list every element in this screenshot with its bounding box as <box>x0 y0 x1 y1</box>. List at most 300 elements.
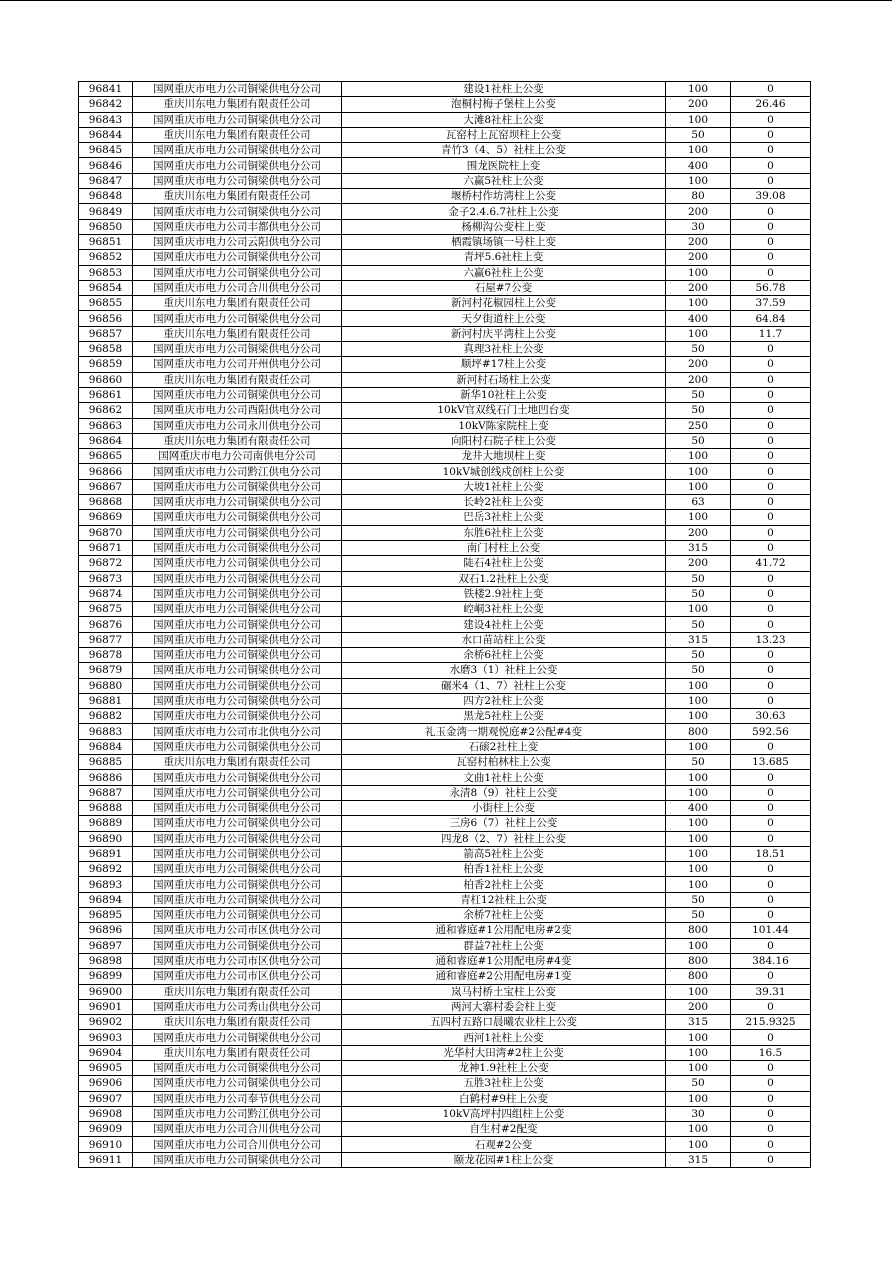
load-value-cell: 0 <box>731 265 811 280</box>
row-id-cell: 96902 <box>79 1015 133 1030</box>
load-value-cell: 0 <box>731 464 811 479</box>
transformer-name-cell: 余桥7社柱上公变 <box>342 908 666 923</box>
row-id-cell: 96875 <box>79 602 133 617</box>
table-row <box>79 387 811 402</box>
transformer-name-cell: 黑龙5社柱上公变 <box>342 709 666 724</box>
capacity-cell: 100 <box>666 846 731 861</box>
table-row <box>79 510 811 525</box>
company-name-cell: 国网重庆市电力公司铜梁供电分公司 <box>133 739 342 754</box>
capacity-cell: 100 <box>666 1091 731 1106</box>
company-name-cell: 重庆川东电力集团有限责任公司 <box>133 755 342 770</box>
table-row <box>79 816 811 831</box>
row-id-cell: 96852 <box>79 250 133 265</box>
table-row <box>79 82 811 97</box>
table-row <box>79 173 811 188</box>
load-value-cell: 64.84 <box>731 311 811 326</box>
company-name-cell: 国网重庆市电力公司铜梁供电分公司 <box>133 938 342 953</box>
row-id-cell: 96853 <box>79 265 133 280</box>
load-value-cell: 0 <box>731 449 811 464</box>
load-value-cell: 0 <box>731 571 811 586</box>
row-id-cell: 96842 <box>79 97 133 112</box>
load-value-cell: 0 <box>731 739 811 754</box>
company-name-cell: 国网重庆市电力公司铜梁供电分公司 <box>133 816 342 831</box>
transformer-name-cell: 水磨3（1）社柱上公变 <box>342 663 666 678</box>
company-name-cell: 国网重庆市电力公司奉节供电分公司 <box>133 1091 342 1106</box>
table-row <box>79 877 811 892</box>
company-name-cell: 国网重庆市电力公司铜梁供电分公司 <box>133 693 342 708</box>
table-row <box>79 265 811 280</box>
company-name-cell: 国网重庆市电力公司铜梁供电分公司 <box>133 632 342 647</box>
table-row <box>79 923 811 938</box>
transformer-name-cell: 礼玉金湾一期观悦庭#2公配#4变 <box>342 724 666 739</box>
table-row <box>79 143 811 158</box>
company-name-cell: 国网重庆市电力公司铜梁供电分公司 <box>133 1030 342 1045</box>
transformer-name-cell: 青坪5.6社柱上变 <box>342 250 666 265</box>
capacity-cell: 200 <box>666 204 731 219</box>
row-id-cell: 96889 <box>79 816 133 831</box>
company-name-cell: 国网重庆市电力公司酉阳供电分公司 <box>133 403 342 418</box>
row-id-cell: 96850 <box>79 219 133 234</box>
row-id-cell: 96868 <box>79 495 133 510</box>
company-name-cell: 国网重庆市电力公司铜梁供电分公司 <box>133 173 342 188</box>
company-name-cell: 国网重庆市电力公司铜梁供电分公司 <box>133 387 342 402</box>
transformer-name-cell: 岚马村桥土宝柱上公变 <box>342 984 666 999</box>
capacity-cell: 100 <box>666 1137 731 1152</box>
company-name-cell: 国网重庆市电力公司铜梁供电分公司 <box>133 586 342 601</box>
load-value-cell: 0 <box>731 479 811 494</box>
load-value-cell: 0 <box>731 969 811 984</box>
load-value-cell: 13.23 <box>731 632 811 647</box>
transformer-name-cell: 颐龙花园#1柱上公变 <box>342 1152 666 1167</box>
row-id-cell: 96911 <box>79 1152 133 1167</box>
company-name-cell: 国网重庆市电力公司铜梁供电分公司 <box>133 342 342 357</box>
table-row <box>79 632 811 647</box>
capacity-cell: 100 <box>666 449 731 464</box>
load-value-cell: 101.44 <box>731 923 811 938</box>
row-id-cell: 96898 <box>79 953 133 968</box>
transformer-name-cell: 双石1.2社柱上公变 <box>342 571 666 586</box>
load-value-cell: 0 <box>731 1152 811 1167</box>
transformer-name-cell: 10kV城创线戍创柱上公变 <box>342 464 666 479</box>
transformer-name-cell: 10kV官双线石门土地凹台变 <box>342 403 666 418</box>
company-name-cell: 重庆川东电力集团有限责任公司 <box>133 296 342 311</box>
table-row <box>79 112 811 127</box>
row-id-cell: 96860 <box>79 372 133 387</box>
transformer-name-cell: 自生村#2配变 <box>342 1122 666 1137</box>
row-id-cell: 96855 <box>79 296 133 311</box>
table-row <box>79 1122 811 1137</box>
load-value-cell: 0 <box>731 1091 811 1106</box>
load-value-cell: 0 <box>731 1137 811 1152</box>
company-name-cell: 国网重庆市电力公司合川供电分公司 <box>133 1137 342 1152</box>
transformer-name-cell: 南门村柱上公变 <box>342 540 666 555</box>
load-value-cell: 0 <box>731 1076 811 1091</box>
transformer-name-cell: 西河1社柱上公变 <box>342 1030 666 1045</box>
row-id-cell: 96893 <box>79 877 133 892</box>
capacity-cell: 50 <box>666 403 731 418</box>
company-name-cell: 国网重庆市电力公司南供电分公司 <box>133 449 342 464</box>
table-row <box>79 999 811 1014</box>
transformer-name-cell: 通和睿庭#2公用配电房#1变 <box>342 969 666 984</box>
capacity-cell: 100 <box>666 693 731 708</box>
row-id-cell: 96847 <box>79 173 133 188</box>
table-row <box>79 158 811 173</box>
company-name-cell: 国网重庆市电力公司秀山供电分公司 <box>133 999 342 1014</box>
load-value-cell: 26.46 <box>731 97 811 112</box>
capacity-cell: 100 <box>666 709 731 724</box>
capacity-cell: 80 <box>666 189 731 204</box>
capacity-cell: 50 <box>666 387 731 402</box>
company-name-cell: 国网重庆市电力公司铜梁供电分公司 <box>133 311 342 326</box>
table-row <box>79 800 811 815</box>
company-name-cell: 国网重庆市电力公司铜梁供电分公司 <box>133 143 342 158</box>
row-id-cell: 96871 <box>79 540 133 555</box>
load-value-cell: 0 <box>731 678 811 693</box>
table-row <box>79 663 811 678</box>
load-value-cell: 39.08 <box>731 189 811 204</box>
transformer-name-cell: 青竹3（4、5）社柱上公变 <box>342 143 666 158</box>
transformer-name-cell: 巴岳3社柱上公变 <box>342 510 666 525</box>
row-id-cell: 96849 <box>79 204 133 219</box>
company-name-cell: 国网重庆市电力公司市北供电分公司 <box>133 724 342 739</box>
row-id-cell: 96897 <box>79 938 133 953</box>
load-value-cell: 384.16 <box>731 953 811 968</box>
row-id-cell: 96843 <box>79 112 133 127</box>
row-id-cell: 96858 <box>79 342 133 357</box>
row-id-cell: 96881 <box>79 693 133 708</box>
table-row <box>79 617 811 632</box>
table-row <box>79 127 811 142</box>
load-value-cell: 13.685 <box>731 755 811 770</box>
capacity-cell: 200 <box>666 250 731 265</box>
company-name-cell: 国网重庆市电力公司铜梁供电分公司 <box>133 479 342 494</box>
transformer-name-cell: 通和睿庭#1公用配电房#4变 <box>342 953 666 968</box>
row-id-cell: 96870 <box>79 525 133 540</box>
capacity-cell: 100 <box>666 678 731 693</box>
table-row <box>79 785 811 800</box>
capacity-cell: 100 <box>666 464 731 479</box>
load-value-cell: 0 <box>731 816 811 831</box>
company-name-cell: 国网重庆市电力公司铜梁供电分公司 <box>133 908 342 923</box>
transformer-name-cell: 新河村庆平湾柱上公变 <box>342 326 666 341</box>
load-value-cell: 56.78 <box>731 280 811 295</box>
row-id-cell: 96848 <box>79 189 133 204</box>
load-value-cell: 18.51 <box>731 846 811 861</box>
load-value-cell: 0 <box>731 357 811 372</box>
company-name-cell: 国网重庆市电力公司铜梁供电分公司 <box>133 250 342 265</box>
load-value-cell: 0 <box>731 999 811 1014</box>
transformer-name-cell: 五四村五路口晨曦农业柱上公变 <box>342 1015 666 1030</box>
transformer-name-cell: 永清8（9）社柱上公变 <box>342 785 666 800</box>
row-id-cell: 96878 <box>79 647 133 662</box>
row-id-cell: 96844 <box>79 127 133 142</box>
table-row <box>79 189 811 204</box>
row-id-cell: 96864 <box>79 433 133 448</box>
table-row <box>79 418 811 433</box>
load-value-cell: 0 <box>731 525 811 540</box>
company-name-cell: 国网重庆市电力公司铜梁供电分公司 <box>133 800 342 815</box>
table-row <box>79 953 811 968</box>
row-id-cell: 96880 <box>79 678 133 693</box>
capacity-cell: 800 <box>666 724 731 739</box>
capacity-cell: 315 <box>666 1152 731 1167</box>
row-id-cell: 96891 <box>79 846 133 861</box>
table-row <box>79 540 811 555</box>
row-id-cell: 96879 <box>79 663 133 678</box>
row-id-cell: 96894 <box>79 892 133 907</box>
load-value-cell: 0 <box>731 403 811 418</box>
company-name-cell: 国网重庆市电力公司铜梁供电分公司 <box>133 602 342 617</box>
capacity-cell: 100 <box>666 1061 731 1076</box>
transformer-table <box>78 81 811 1168</box>
transformer-name-cell: 水口苗站柱上公变 <box>342 632 666 647</box>
table-row <box>79 219 811 234</box>
row-id-cell: 96876 <box>79 617 133 632</box>
table-row <box>79 204 811 219</box>
row-id-cell: 96846 <box>79 158 133 173</box>
table-row <box>79 403 811 418</box>
row-id-cell: 96895 <box>79 908 133 923</box>
row-id-cell: 96900 <box>79 984 133 999</box>
company-name-cell: 国网重庆市电力公司铜梁供电分公司 <box>133 846 342 861</box>
table-row <box>79 938 811 953</box>
table-row <box>79 357 811 372</box>
capacity-cell: 100 <box>666 112 731 127</box>
transformer-name-cell: 柏香2社柱上公变 <box>342 877 666 892</box>
table-row <box>79 1137 811 1152</box>
row-id-cell: 96861 <box>79 387 133 402</box>
transformer-name-cell: 群益7社柱上公变 <box>342 938 666 953</box>
transformer-name-cell: 泡桐村梅子堡柱上公变 <box>342 97 666 112</box>
load-value-cell: 0 <box>731 250 811 265</box>
table-row <box>79 1152 811 1167</box>
capacity-cell: 200 <box>666 372 731 387</box>
load-value-cell: 0 <box>731 663 811 678</box>
company-name-cell: 国网重庆市电力公司铜梁供电分公司 <box>133 265 342 280</box>
company-name-cell: 国网重庆市电力公司铜梁供电分公司 <box>133 892 342 907</box>
row-id-cell: 96907 <box>79 1091 133 1106</box>
company-name-cell: 国网重庆市电力公司合川供电分公司 <box>133 280 342 295</box>
transformer-name-cell: 石磙2社柱上变 <box>342 739 666 754</box>
transformer-name-cell: 大滩8社柱上公变 <box>342 112 666 127</box>
capacity-cell: 800 <box>666 969 731 984</box>
company-name-cell: 国网重庆市电力公司铜梁供电分公司 <box>133 1152 342 1167</box>
company-name-cell: 国网重庆市电力公司铜梁供电分公司 <box>133 831 342 846</box>
capacity-cell: 100 <box>666 770 731 785</box>
capacity-cell: 100 <box>666 816 731 831</box>
row-id-cell: 96892 <box>79 862 133 877</box>
transformer-name-cell: 白鹤村#9柱上公变 <box>342 1091 666 1106</box>
row-id-cell: 96866 <box>79 464 133 479</box>
row-id-cell: 96865 <box>79 449 133 464</box>
row-id-cell: 96888 <box>79 800 133 815</box>
company-name-cell: 国网重庆市电力公司丰都供电分公司 <box>133 219 342 234</box>
load-value-cell: 30.63 <box>731 709 811 724</box>
load-value-cell: 0 <box>731 433 811 448</box>
row-id-cell: 96851 <box>79 234 133 249</box>
load-value-cell: 0 <box>731 862 811 877</box>
row-id-cell: 96885 <box>79 755 133 770</box>
load-value-cell: 0 <box>731 800 811 815</box>
row-id-cell: 96903 <box>79 1030 133 1045</box>
table-row <box>79 1045 811 1060</box>
transformer-name-cell: 柏香1社柱上公变 <box>342 862 666 877</box>
table-row <box>79 739 811 754</box>
row-id-cell: 96856 <box>79 311 133 326</box>
table-row <box>79 770 811 785</box>
transformer-name-cell: 新华10社柱上公变 <box>342 387 666 402</box>
company-name-cell: 重庆川东电力集团有限责任公司 <box>133 189 342 204</box>
table-row <box>79 464 811 479</box>
load-value-cell: 0 <box>731 234 811 249</box>
transformer-name-cell: 五胜3社柱上公变 <box>342 1076 666 1091</box>
table-row <box>79 449 811 464</box>
load-value-cell: 0 <box>731 495 811 510</box>
row-id-cell: 96857 <box>79 326 133 341</box>
company-name-cell: 国网重庆市电力公司云阳供电分公司 <box>133 234 342 249</box>
transformer-name-cell: 建设1社柱上公变 <box>342 82 666 97</box>
row-id-cell: 96899 <box>79 969 133 984</box>
table-row <box>79 525 811 540</box>
transformer-name-cell: 通和睿庭#1公用配电房#2变 <box>342 923 666 938</box>
table-row <box>79 556 811 571</box>
capacity-cell: 100 <box>666 326 731 341</box>
load-value-cell: 0 <box>731 158 811 173</box>
capacity-cell: 800 <box>666 923 731 938</box>
load-value-cell: 0 <box>731 204 811 219</box>
transformer-name-cell: 堰桥村作坊湾柱上公变 <box>342 189 666 204</box>
capacity-cell: 400 <box>666 800 731 815</box>
company-name-cell: 国网重庆市电力公司铜梁供电分公司 <box>133 540 342 555</box>
load-value-cell: 0 <box>731 372 811 387</box>
transformer-name-cell: 箭高5社柱上公变 <box>342 846 666 861</box>
table-row <box>79 831 811 846</box>
capacity-cell: 50 <box>666 617 731 632</box>
row-id-cell: 96890 <box>79 831 133 846</box>
row-id-cell: 96909 <box>79 1122 133 1137</box>
capacity-cell: 315 <box>666 540 731 555</box>
company-name-cell: 国网重庆市电力公司铜梁供电分公司 <box>133 663 342 678</box>
capacity-cell: 100 <box>666 1122 731 1137</box>
transformer-name-cell: 陡石4社柱上公变 <box>342 556 666 571</box>
company-name-cell: 重庆川东电力集团有限责任公司 <box>133 984 342 999</box>
row-id-cell: 96884 <box>79 739 133 754</box>
company-name-cell: 国网重庆市电力公司铜梁供电分公司 <box>133 709 342 724</box>
row-id-cell: 96872 <box>79 556 133 571</box>
table-row <box>79 846 811 861</box>
load-value-cell: 39.31 <box>731 984 811 999</box>
load-value-cell: 11.7 <box>731 326 811 341</box>
table-row <box>79 1091 811 1106</box>
capacity-cell: 100 <box>666 862 731 877</box>
row-id-cell: 96886 <box>79 770 133 785</box>
company-name-cell: 国网重庆市电力公司铜梁供电分公司 <box>133 82 342 97</box>
load-value-cell: 0 <box>731 143 811 158</box>
table-row <box>79 250 811 265</box>
capacity-cell: 50 <box>666 892 731 907</box>
company-name-cell: 国网重庆市电力公司合川供电分公司 <box>133 1122 342 1137</box>
table-row <box>79 724 811 739</box>
load-value-cell: 0 <box>731 173 811 188</box>
table-row <box>79 602 811 617</box>
transformer-name-cell: 天夕街道柱上公变 <box>342 311 666 326</box>
capacity-cell: 315 <box>666 1015 731 1030</box>
company-name-cell: 国网重庆市电力公司铜梁供电分公司 <box>133 495 342 510</box>
company-name-cell: 重庆川东电力集团有限责任公司 <box>133 127 342 142</box>
load-value-cell: 0 <box>731 785 811 800</box>
company-name-cell: 国网重庆市电力公司铜梁供电分公司 <box>133 204 342 219</box>
row-id-cell: 96863 <box>79 418 133 433</box>
capacity-cell: 100 <box>666 265 731 280</box>
transformer-name-cell: 余桥6社柱上公变 <box>342 647 666 662</box>
transformer-name-cell: 真理3社柱上公变 <box>342 342 666 357</box>
load-value-cell: 0 <box>731 877 811 892</box>
table-row <box>79 280 811 295</box>
load-value-cell: 0 <box>731 418 811 433</box>
company-name-cell: 国网重庆市电力公司永川供电分公司 <box>133 418 342 433</box>
company-name-cell: 重庆川东电力集团有限责任公司 <box>133 372 342 387</box>
transformer-name-cell: 碾米4（1、7）社柱上公变 <box>342 678 666 693</box>
transformer-name-cell: 向阳村石院子柱上公变 <box>342 433 666 448</box>
row-id-cell: 96862 <box>79 403 133 418</box>
capacity-cell: 315 <box>666 632 731 647</box>
company-name-cell: 国网重庆市电力公司铜梁供电分公司 <box>133 647 342 662</box>
capacity-cell: 50 <box>666 755 731 770</box>
table-row <box>79 647 811 662</box>
capacity-cell: 200 <box>666 556 731 571</box>
company-name-cell: 国网重庆市电力公司铜梁供电分公司 <box>133 525 342 540</box>
company-name-cell: 国网重庆市电力公司铜梁供电分公司 <box>133 770 342 785</box>
table-row <box>79 862 811 877</box>
load-value-cell: 0 <box>731 938 811 953</box>
capacity-cell: 50 <box>666 433 731 448</box>
transformer-name-cell: 10kV高坪村四组柱上公变 <box>342 1106 666 1121</box>
table-row <box>79 969 811 984</box>
capacity-cell: 200 <box>666 280 731 295</box>
capacity-cell: 100 <box>666 82 731 97</box>
transformer-name-cell: 新河村花椒园柱上公变 <box>342 296 666 311</box>
company-name-cell: 国网重庆市电力公司铜梁供电分公司 <box>133 1061 342 1076</box>
capacity-cell: 200 <box>666 999 731 1014</box>
company-name-cell: 国网重庆市电力公司铜梁供电分公司 <box>133 510 342 525</box>
row-id-cell: 96841 <box>79 82 133 97</box>
transformer-name-cell: 四龙8（2、7）社柱上公变 <box>342 831 666 846</box>
row-id-cell: 96845 <box>79 143 133 158</box>
row-id-cell: 96906 <box>79 1076 133 1091</box>
capacity-cell: 50 <box>666 127 731 142</box>
table-row <box>79 678 811 693</box>
transformer-name-cell: 文曲1社柱上公变 <box>342 770 666 785</box>
capacity-cell: 400 <box>666 311 731 326</box>
load-value-cell: 0 <box>731 892 811 907</box>
transformer-name-cell: 小街柱上公变 <box>342 800 666 815</box>
transformer-name-cell: 青杠12社柱上公变 <box>342 892 666 907</box>
table-row <box>79 709 811 724</box>
row-id-cell: 96869 <box>79 510 133 525</box>
load-value-cell: 0 <box>731 1106 811 1121</box>
capacity-cell: 50 <box>666 586 731 601</box>
table-row <box>79 1061 811 1076</box>
company-name-cell: 国网重庆市电力公司铜梁供电分公司 <box>133 617 342 632</box>
transformer-name-cell: 六赢6社柱上公变 <box>342 265 666 280</box>
load-value-cell: 0 <box>731 1122 811 1137</box>
transformer-name-cell: 瓦窑村柏林柱上公变 <box>342 755 666 770</box>
row-id-cell: 96887 <box>79 785 133 800</box>
transformer-name-cell: 四方2社柱上公变 <box>342 693 666 708</box>
company-name-cell: 国网重庆市电力公司铜梁供电分公司 <box>133 678 342 693</box>
table-row <box>79 1076 811 1091</box>
transformer-name-cell: 金子2.4.6.7社柱上公变 <box>342 204 666 219</box>
